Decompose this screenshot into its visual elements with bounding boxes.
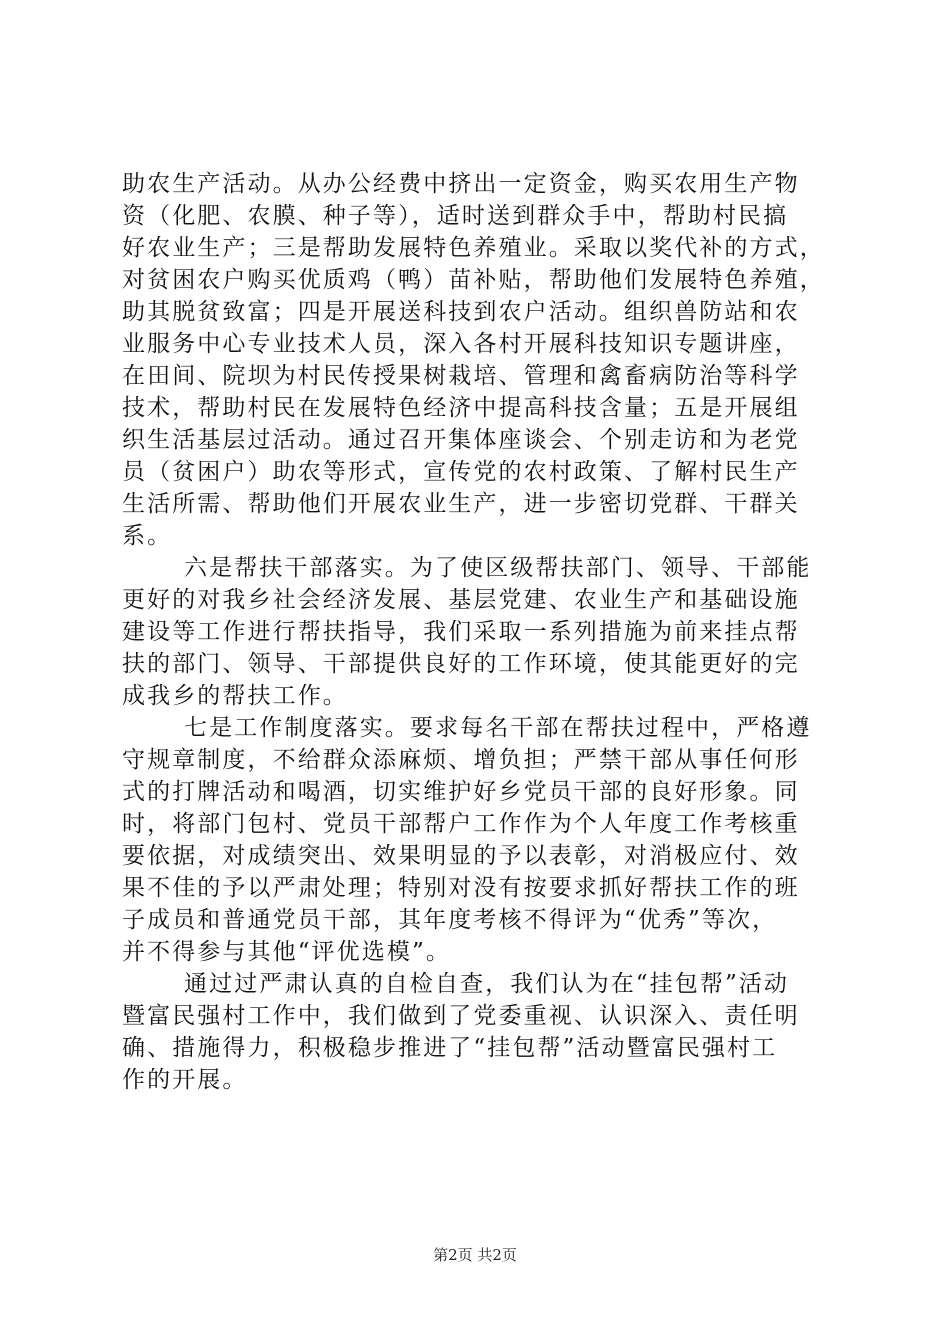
paragraph-3 xyxy=(122,712,834,968)
paragraph-1 xyxy=(122,168,834,552)
paragraph-4 xyxy=(122,968,834,1096)
text-line: 资（化肥、农膜、种子等），适时送到群众手中，帮助村民搞 xyxy=(122,203,789,229)
text-line: 助其脱贫致富；四是开展送科技到农户活动。组织兽防站和农 xyxy=(122,299,800,325)
text-line: 助农生产活动。从办公经费中挤出一定资金，购买农用生产物 xyxy=(122,171,800,197)
text-line: 生活所需、帮助他们开展农业生产，进一步密切党群、干群关 xyxy=(122,491,800,517)
text-line: 作的开展。 xyxy=(122,1067,248,1093)
text-line: 对贫困农户购买优质鸡（鸭）苗补贴，帮助他们发展特色养殖， xyxy=(122,267,825,293)
document-body xyxy=(122,168,834,1096)
text-line: 要依据，对成绩突出、效果明显的予以表彰，对消极应付、效 xyxy=(122,843,800,869)
text-line: 业服务中心专业技术人员，深入各村开展科技知识专题讲座， xyxy=(122,331,800,357)
text-line: 子成员和普通党员干部，其年度考核不得评为“优秀”等次， xyxy=(122,907,778,933)
text-line: 时，将部门包村、党员干部帮户工作作为个人年度工作考核重 xyxy=(122,811,800,837)
text-line: 好农业生产；三是帮助发展特色养殖业。采取以奖代补的方式， xyxy=(122,235,825,261)
text-line: 暨富民强村工作中，我们做到了党委重视、认识深入、责任明 xyxy=(122,1003,800,1029)
page-number-footer: 第2页 共2页 xyxy=(433,1246,517,1264)
text-line: 技术，帮助村民在发展特色经济中提高科技含量；五是开展组 xyxy=(122,395,800,421)
text-line: 守规章制度，不给群众添麻烦、增负担；严禁干部从事任何形 xyxy=(122,747,800,773)
text-line: 更好的对我乡社会经济发展、基层党建、农业生产和基础设施 xyxy=(122,587,800,613)
text-line: 扶的部门、领导、干部提供良好的工作环境，使其能更好的完 xyxy=(122,651,800,677)
text-line: 式的打牌活动和喝酒，切实维护好乡党员干部的良好形象。同 xyxy=(122,779,800,805)
text-line: 确、措施得力，积极稳步推进了“挂包帮”活动暨富民强村工 xyxy=(122,1035,778,1061)
paragraph-2 xyxy=(122,552,834,712)
text-line: 通过过严肃认真的自检自查，我们认为在“挂包帮”活动 xyxy=(184,971,790,997)
text-line: 成我乡的帮扶工作。 xyxy=(122,683,348,709)
text-line: 七是工作制度落实。要求每名干部在帮扶过程中，严格遵 xyxy=(184,715,812,741)
text-line: 建设等工作进行帮扶指导，我们采取一系列措施为前来挂点帮 xyxy=(122,619,800,645)
text-line: 六是帮扶干部落实。为了使区级帮扶部门、领导、干部能 xyxy=(184,555,812,581)
text-line: 系。 xyxy=(122,523,173,549)
text-line: 员（贫困户）助农等形式，宣传党的农村政策、了解村民生产 xyxy=(122,459,800,485)
text-line: 织生活基层过活动。通过召开集体座谈会、个别走访和为老党 xyxy=(122,427,800,453)
text-line: 果不佳的予以严肃处理；特别对没有按要求抓好帮扶工作的班 xyxy=(122,875,800,901)
text-line: 并不得参与其他“评优选模”。 xyxy=(122,939,451,965)
text-line: 在田间、院坝为村民传授果树栽培、管理和禽畜病防治等科学 xyxy=(122,363,800,389)
